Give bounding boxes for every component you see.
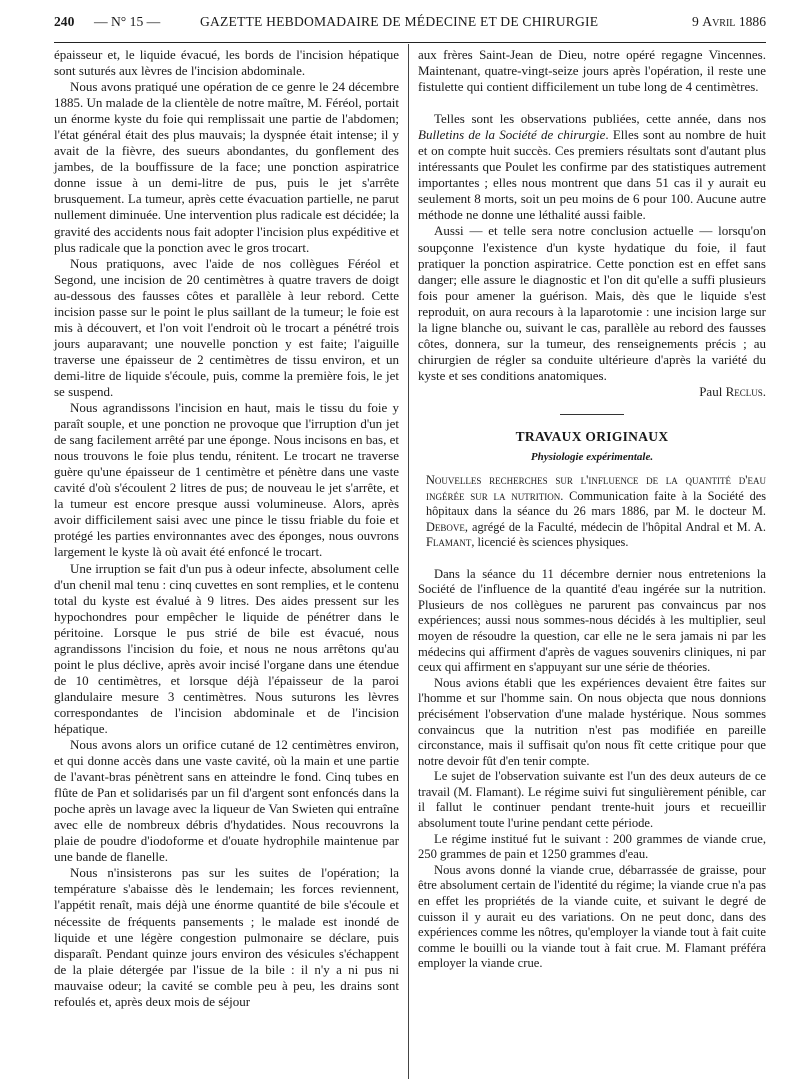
section-subtitle: Physiologie expérimentale. — [530, 451, 654, 464]
article-meta-1: Communication faite à la Société des hôpitaux dans la séance du 26 mars 1886, par M. le docteur M. — [426, 488, 766, 519]
conclusion-text-b: . Elles sont au nombre de huit et on compte huit succès. Ces premiers résultats sont d'autant plus intéressants que Poulet les confirme par des statistiques autrement importantes ; elles nous montrent que dans 51 cas il y aurait eu seulement 8 morts, soit un peu moins de 6 pour 100. Aucune autre méthode ne donne une léthalité aussi faible. — [418, 127, 767, 223]
header-rule — [54, 42, 766, 43]
bulletins-title: Bulletins de la Société de chirurgie — [418, 127, 606, 143]
author-debove: Debove — [426, 519, 465, 534]
section-separator — [560, 414, 624, 415]
signature-first: Paul — [699, 383, 723, 399]
issue-number: — N° 15 — — [94, 14, 161, 29]
date-year: 1886 — [738, 14, 766, 29]
left-paragraph: Nous n'insisterons pas sur les suites de l'opération; la température s'abaisse dès le lendemain; les forces reviennent, l'appétit renaît, mais déjà une énorme quantité de bile s'écoule et nécessite de fréquents pansements ; le malade est inondé de liquide et une légère congestion pulmonaire se déclare, puis disparaît. Pendant quinze jours environ des vésicules s'échappent de la plaie détergée par l'issue de la bile : il n'y a ni pus ni mauvaise odeur; la cavité se comble peu à peu, les drains sont refoulés et, après deux mois de séjour — [54, 865, 399, 1009]
left-paragraph: épaisseur et, le liquide évacué, les bords de l'incision hépatique sont suturés aux lèvres de l'incision abdominale. — [54, 47, 399, 79]
left-paragraph: Nous agrandissons l'incision en haut, mais le tissu du foie y paraît souple, et une ponction ne provoque que l'irruption d'un jet de sang facilement arrêté par une éponge. Nous incisons en bas, et nous trouvons le foie plus tendu, rénitent. Le trocart ne traverse guère qu'une épaisseur de 1 centimètre et pénètre dans une vaste cavité d'où s'écoulent 2 litres de pus; de nouveau le jet s'arrête, et la tumeur est encore presque aussi volumineuse. Alors, après avoir difficilement saisi avec une pince le tissu friable du foie et protégé les parties environnantes avec des éponges, nous ouvrons largement le kyste là où avait été enfoncé le trocart. — [54, 400, 399, 560]
section-title: TRAVAUX ORIGINAUX — [515, 428, 669, 444]
column-divider — [408, 44, 409, 1079]
conclusion-paragraph — [418, 111, 766, 223]
left-column — [54, 47, 399, 1010]
left-paragraph: Nous avons alors un orifice cutané de 12 centimètres environ, et qui donne accès dans une vaste cavité, où la main et une partie de l'avant-bras pénètrent sans en atteindre le fond. Cinq tubes en flûte de Pan et solidarisés par un fil d'argent sont enfoncés dans la poche après un lavage avec la liqueur de Van Swieten qui entraîne avec elle de nombreux débris d'hydatides. Nous recouvrons la plaie de poudre d'iodoforme et d'ouate hydrophile maintenue par une bande de flanelle. — [54, 737, 399, 865]
article-paragraph: Nous avions établi que les expériences devaient être faites sur l'homme et sur l'homme sain. On nous objecta que nous donnions précisément l'observation d'une malade hystérique. Nous sommes convaincus que la nutrition n'est pas modifiée en pareille circonstance, mais il suffisait qu'on nous fît cette critique pour que notre devoir fût d'en tenir compte. — [418, 675, 766, 768]
article-heading — [418, 473, 766, 551]
article-paragraph: Dans la séance du 11 décembre dernier nous entretenions la Société de l'influence de la quantité d'eau ingérée sur la nutrition. Plusieurs de nos collègues ne parurent pas convaincus par nos expériences; aussi nous sommes-nous décidés à les multiplier, seul moyen de résoudre la question, car elle ne le sera jamais ni par les médecins qui affirment d'après de vagues souvenirs cliniques, ni par ceux qui affirment en s'appuyant sur une série de théories. — [418, 566, 766, 675]
date-month: Avril — [702, 14, 736, 29]
conclusion-text-a: Telles sont les observations publiées, cette année, dans nos — [434, 111, 766, 127]
author-flamant: Flamant — [426, 535, 472, 550]
article-body — [418, 567, 766, 972]
issue-date — [692, 9, 766, 35]
date-day: 9 — [692, 14, 699, 29]
journal-title: GAZETTE HEBDOMADAIRE DE MÉDECINE ET DE CHIRURGIE — [200, 14, 599, 29]
article-paragraph: Nous avons donné la viande crue, débarrassée de graisse, pour être absolument certain de l'identité du régime; la viande crue n'a pas en effet les propriétés de la viande cuite, et suivant le degré de cuisson il y aurait eu des variations. On ne peut donc, dans des expériences comme les nôtres, qu'employer la viande tout à fait cuite comme le bouilli ou la viande tout à fait crue. M. Flamant préféra employer la viande crue. — [418, 862, 766, 971]
running-header — [54, 9, 766, 35]
conclusion-paragraph-2: Aussi — et telle sera notre conclusion actuelle — lorsqu'on soupçonne l'existence d'un kyste hydatique du foie, il faut pratiquer la ponction aspiratrice. Cette ponction est en effet sans danger; elle assure le diagnostic et l'on dit qu'elle a suffi plusieurs fois pour amener la guérison. Mais, dès que le liquide s'est reproduit, on aura recours à la laparotomie : une incision large sur la ligne blanche ou, suivant le cas, parallèle au rebord des fausses côtes, donnera, sur la tumeur, des renseignements précis ; au chirurgien de régler sa conduite ultérieure d'après la variété du kyste et ses conditions anatomiques. — [418, 223, 766, 383]
article-meta-2: , agrégé de la Faculté, médecin de l'hôpital Andral et M. A. — [464, 519, 766, 534]
article-title: Nouvelles recherches sur l'influence de la quantité d'eau ingérée sur la nutrition. — [426, 473, 766, 503]
article-paragraph: Le sujet de l'observation suivante est l'un des deux auteurs de ce travail (M. Flamant). Le régime suivi fut singulièrement pénible, car il fallut le continuer pendant trente-huit jours et recueillir absolument toute l'urine pendant cette période. — [418, 769, 766, 831]
author-signature — [418, 384, 766, 400]
article-meta-3: , licencié ès sciences physiques. — [471, 535, 629, 550]
right-column — [418, 47, 766, 972]
left-paragraph: Une irruption se fait d'un pus à odeur infecte, absolument celle d'un chenil mal tenu : cinq cuvettes en sont remplies, et le contenu total du kyste est évalué à 9 litres. Des aides pressent sur les hypochondres pour empêcher le liquide de pénétrer dans le péritoine. Lorsque le pus strié de bile est évacué, nous agrandissons l'incision du foie, et nous ne nous arrêtons qu'au point le plus déclive, après avoir incisé l'organe dans une étendue de 10 centimètres, et lorsque déjà l'épaisseur de la paroi glandulaire mesure 3 centimètres. Nous suturons les lèvres correspondantes de l'incision abdominale et de l'incision hépatique. — [54, 560, 399, 736]
page-number: 240 — [54, 14, 75, 29]
left-paragraph: Nous avons pratiqué une opération de ce genre le 24 décembre 1885. Un malade de la clientèle de notre maître, M. Féréol, portait un énorme kyste du foie qui remplissait une partie de l'abdomen; l'état général était des plus mauvais; la dyspnée était intense; il y avait de la fièvre, des sueurs abondantes, du gonflement des jambes, de la bouffissure de la face; une ponction aspiratrice donne issue à un demi-litre de pus, puis le jet s'arrête brusquement. La tumeur, après cette évacuation partielle, ne parut nullement diminuée. Une intervention plus radicale est décidée; la gravité des accidents nous fait adopter l'incision plus expéditive et plus radicale que la ponction avec le gros trocart. — [54, 79, 399, 255]
signature-last: Reclus. — [725, 383, 766, 399]
left-paragraph: Nous pratiquons, avec l'aide de nos collègues Féréol et Segond, une incision de 20 centimètres à quatre travers de doigt au-dessous des fausses côtes et parallèle à leur rebord. Cette incision passe sur le point le plus saillant de la tumeur; le foie est mis à découvert, et l'on voit l'endroit où le trocart a pénétré trois jours auparavant; une nouvelle ponction y est faite; l'aiguille traverse une épaisseur de 2 centimètres de tissu environ, et un demi-litre de liquide s'écoule, puis, comme la première fois, le jet se suspend. — [54, 255, 399, 399]
article-paragraph: Le régime institué fut le suivant : 200 grammes de viande crue, 250 grammes de pain et 1250 grammes d'eau. — [418, 831, 766, 862]
right-continuation: aux frères Saint-Jean de Dieu, notre opéré regagne Vincennes. Maintenant, quatre-vingt-seize jours après l'opération, il reste une fistulette qui contient difficilement un tube long de 4 centimètres. — [418, 47, 766, 95]
journal-page — [54, 0, 766, 1087]
